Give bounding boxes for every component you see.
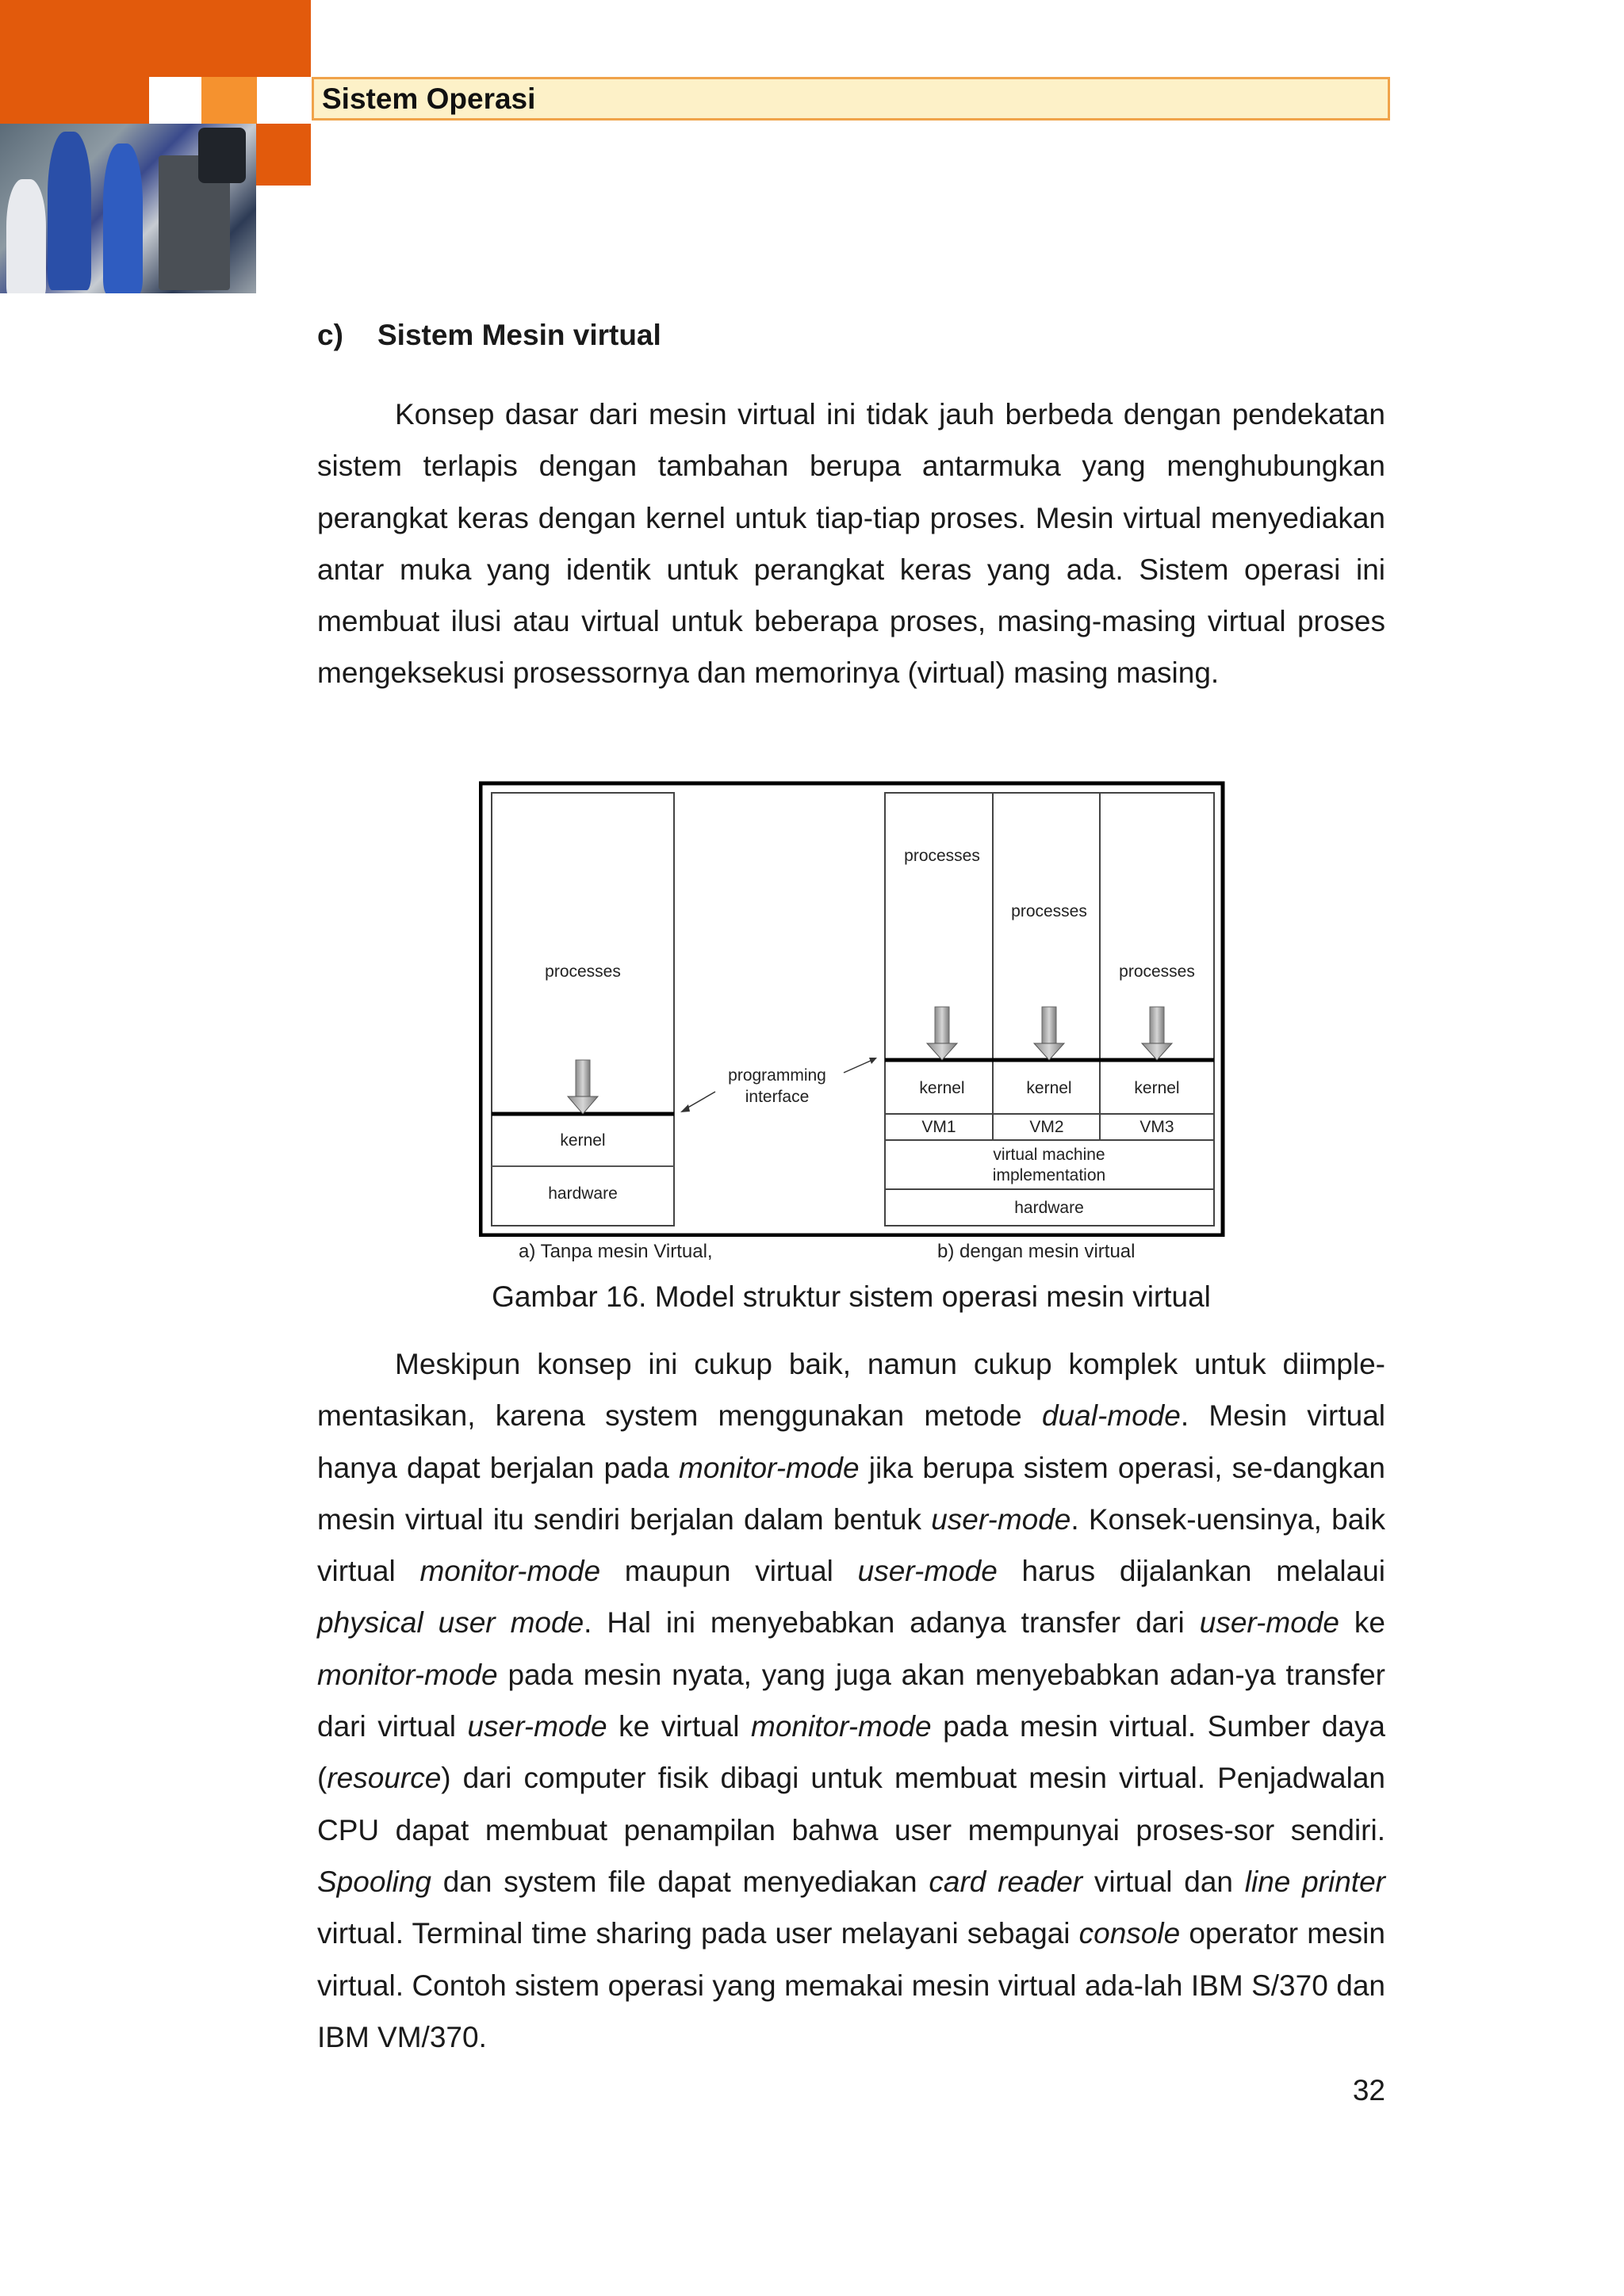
programming-interface-line2: interface	[745, 1088, 810, 1106]
vm-impl-line1: virtual machine	[993, 1146, 1105, 1164]
left-panel-box	[492, 793, 674, 1226]
vm-impl-line2: implementation	[992, 1166, 1106, 1184]
right-hardware-label: hardware	[1014, 1199, 1084, 1217]
text-run: ) dari computer fisik dibagi untuk membuat mesin virtual. Penjadwalan CPU dapat membuat penampilan bahwa user mempunyai proses-sor sendiri.	[317, 1762, 1385, 1846]
italic-term: physical user mode	[317, 1606, 584, 1640]
vm-structure-figure	[479, 781, 1226, 1262]
text-run: . Mesin virtual hanya dapat berjalan pada	[317, 1399, 1385, 1484]
italic-term: resource	[327, 1762, 442, 1795]
text-run: pada mesin virtual. Sumber daya (	[317, 1710, 1385, 1795]
italic-term: monitor-mode	[317, 1658, 498, 1691]
sublabel-b: b) dengan mesin virtual	[937, 1241, 1136, 1262]
text-run: dan system file dapat menyediakan	[431, 1865, 929, 1898]
page-number: 32	[1352, 2074, 1385, 2107]
italic-term: user-mode	[1199, 1606, 1339, 1640]
italic-term: console	[1078, 1917, 1181, 1950]
text-run: . Konsek-uensinya, baik virtual	[317, 1502, 1385, 1588]
text-run: virtual dan	[1082, 1865, 1245, 1898]
italic-term: user-mode	[931, 1502, 1071, 1536]
section-number: c)	[317, 319, 343, 351]
figure-caption: Gambar 16. Model struktur sistem operasi mesin virtual	[492, 1280, 1211, 1313]
text-run: harus dijalankan melalaui	[997, 1555, 1385, 1588]
sublabel-a: a) Tanpa mesin Virtual,	[519, 1241, 713, 1262]
right-panel	[885, 793, 1214, 1226]
white-square-2	[257, 77, 311, 124]
header-title-bar	[312, 77, 1390, 121]
left-hardware-label: hardware	[548, 1184, 618, 1203]
vm3-kernel-label: kernel	[1134, 1079, 1180, 1097]
italic-term: line printer	[1244, 1865, 1385, 1898]
italic-term: user-mode	[857, 1555, 998, 1588]
text-run: maupun virtual	[600, 1555, 858, 1588]
text-run: ke	[1339, 1606, 1385, 1640]
programming-interface-line1: programming	[728, 1066, 826, 1085]
paragraph-dual-mode-text	[317, 1348, 1385, 2053]
section-heading	[317, 316, 1388, 355]
header-photo	[0, 124, 256, 293]
italic-term: user-mode	[467, 1710, 607, 1743]
vm3-processes-label: processes	[1119, 962, 1195, 981]
orange-side-block	[256, 124, 311, 186]
vm2-processes-label: processes	[1011, 902, 1087, 920]
text-run: jika berupa sistem operasi, se-dangkan mesin virtual itu sendiri berjalan dalam bentuk	[317, 1451, 1385, 1536]
italic-term: monitor-mode	[751, 1710, 932, 1743]
text-run: virtual. Terminal time sharing pada user melayani sebagai	[317, 1917, 1079, 1950]
programming-interface	[680, 1058, 877, 1112]
text-run: Meskipun konsep ini cukup baik, namun cukup komplek untuk diimple-mentasikan, karena system menggunakan metode	[317, 1348, 1385, 1433]
vm2-kernel-label: kernel	[1026, 1079, 1072, 1097]
vm1-processes-label: processes	[904, 847, 980, 865]
italic-term: dual-mode	[1041, 1399, 1181, 1433]
vm-structure-diagram	[479, 781, 1226, 1237]
vm2-label: VM2	[1029, 1118, 1064, 1136]
text-run: . Hal ini menyebabkan adanya transfer dari	[584, 1606, 1200, 1640]
left-processes-label: processes	[545, 962, 621, 981]
italic-term: monitor-mode	[679, 1451, 860, 1484]
paragraph-intro-text: Konsep dasar dari mesin virtual ini tidak jauh berbeda dengan pendekatan sistem terlapis dengan tambahan berupa antarmuka yang menghubungkan perangkat keras dengan kernel untuk tiap-tiap proses. Mesin virtual menyediakan antar muka yang identik untuk perangkat keras yang ada. Sistem operasi ini membuat ilusi atau virtual untuk beberapa proses, masing-masing virtual proses mengeksekusi prosessornya dan memorinya (virtual) masing masing.	[317, 398, 1385, 690]
vm1-label: VM1	[921, 1118, 956, 1136]
light-orange-square	[201, 77, 257, 124]
header-title: Sistem Operasi	[322, 82, 536, 115]
paragraph-intro	[317, 388, 1385, 699]
vm3-label: VM3	[1139, 1118, 1174, 1136]
vm1-kernel-label: kernel	[919, 1079, 965, 1097]
white-square	[149, 77, 201, 124]
text-run: ke virtual	[607, 1710, 751, 1743]
italic-term: card reader	[929, 1865, 1083, 1898]
interface-pointer-left	[685, 1092, 715, 1109]
italic-term: monitor-mode	[419, 1555, 601, 1588]
paragraph-dual-mode	[317, 1338, 1385, 2063]
section-title: Sistem Mesin virtual	[377, 319, 661, 351]
italic-term: Spooling	[317, 1865, 432, 1898]
text-run: pada mesin nyata, yang juga akan menyebabkan adan-ya transfer dari virtual	[317, 1658, 1385, 1743]
interface-pointer-right	[844, 1060, 872, 1073]
text-run: operator mesin virtual. Contoh sistem operasi yang memakai mesin virtual ada-lah IBM S/370 dan IBM VM/370.	[317, 1917, 1385, 2053]
left-kernel-label: kernel	[560, 1131, 606, 1150]
left-panel	[492, 793, 674, 1226]
